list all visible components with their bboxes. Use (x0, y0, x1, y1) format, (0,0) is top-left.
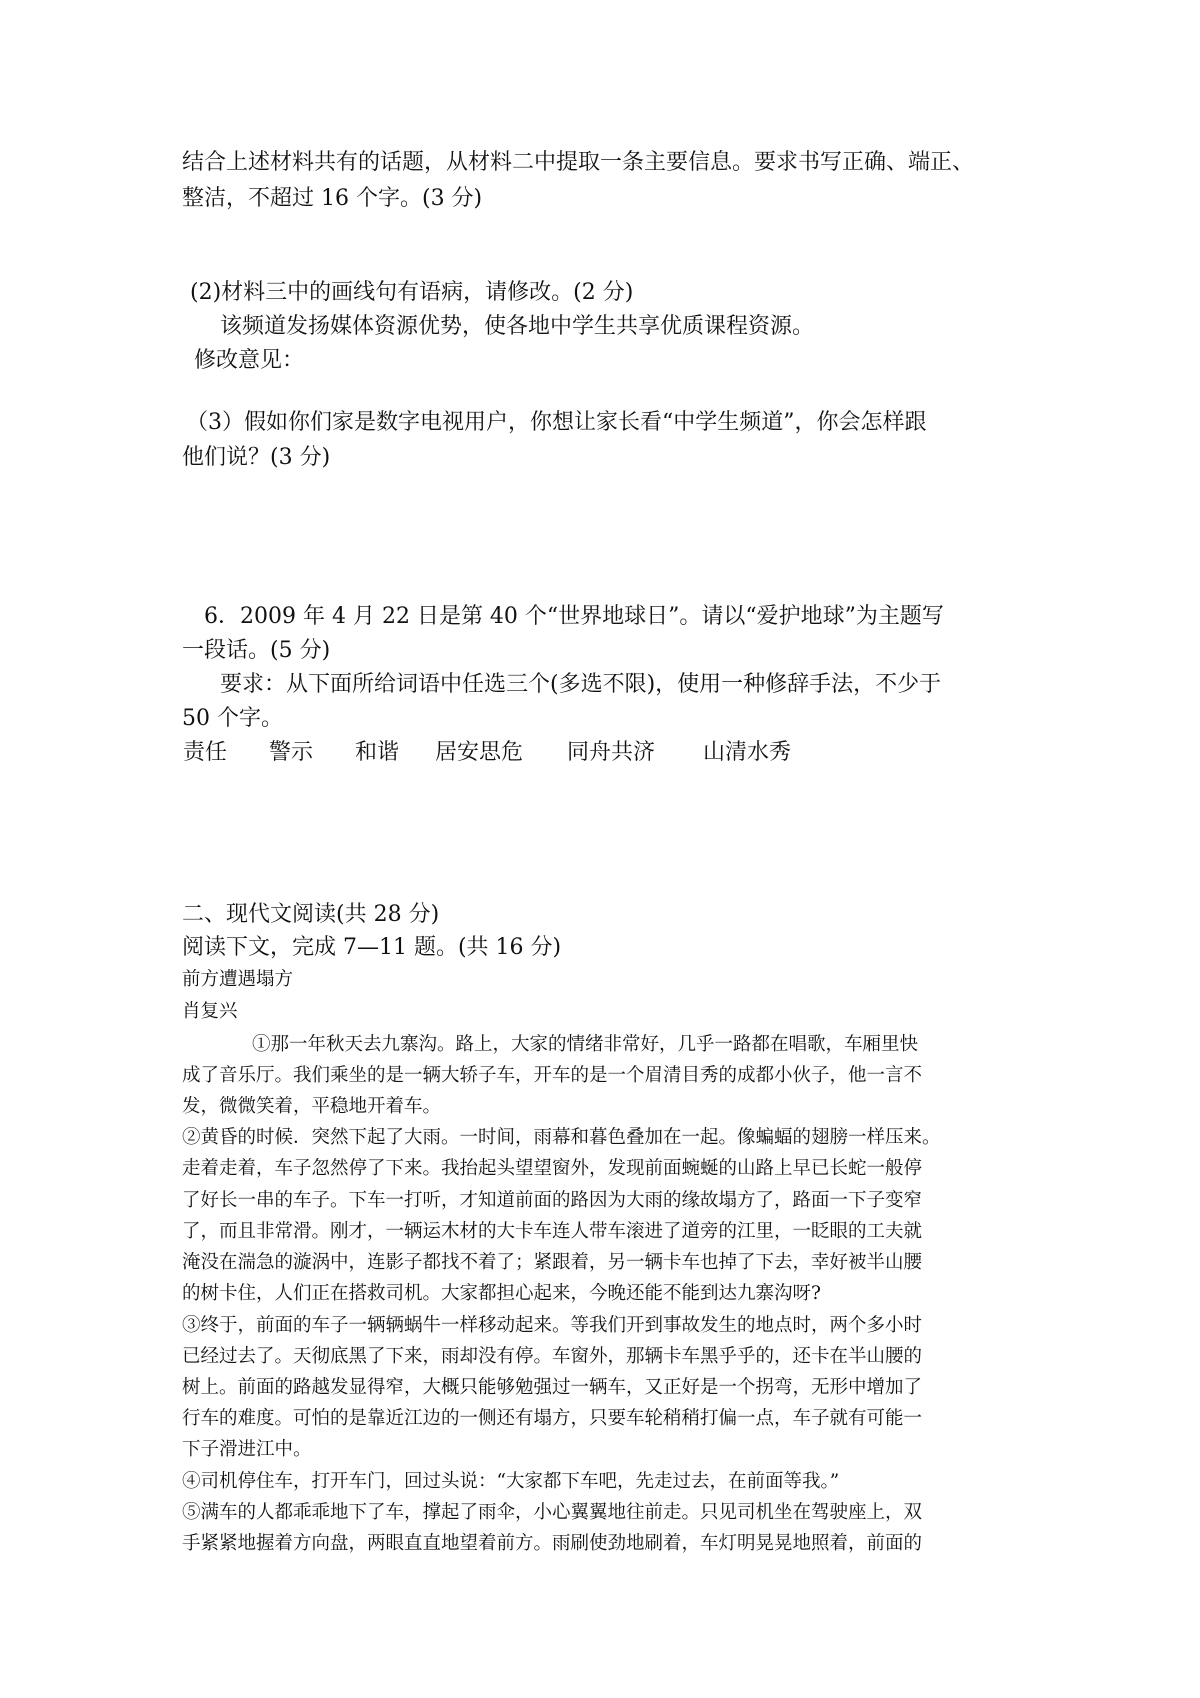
article-line-8: 淹没在湍急的漩涡中，连影子都找不着了；紧跟着，另一辆卡车也掉了下去，幸好被半山腰 (182, 1252, 923, 1273)
article-line-3: 发，微微笑着，平稳地开着车。 (182, 1096, 442, 1117)
q5-part3-line-2: 他们说？(3 分) (182, 445, 331, 470)
article-line-15: ④司机停住车，打开车门，回过头说：“大家都下车吧，先走过去，在前面等我。” (182, 1471, 840, 1492)
q5-part1-line-1: 结合上述材料共有的话题，从材料二中提取一条主要信息。要求书写正确、端正、 (182, 150, 975, 175)
article-line-9: 的树卡住，人们正在搭救司机。大家都担心起来，今晚还能不能到达九寨沟呀? (182, 1283, 821, 1304)
q6-requirement-line-1: 要求：从下面所给词语中任选三个(多选不限)，使用一种修辞手法，不少于 (220, 672, 942, 697)
article-line-16: ⑤满车的人都乖乖地下了车，撑起了雨伞，小心翼翼地往前走。只见司机坐在驾驶座上，双 (182, 1502, 923, 1523)
article-line-4: ②黄昏的时候．突然下起了大雨。一时间，雨幕和暮色叠加在一起。像蝙蝠的翅膀一样压来。 (182, 1127, 941, 1148)
q6-requirement-line-2: 50 个字。 (182, 706, 283, 731)
q6-prompt-line-1: 6．2009 年 4 月 22 日是第 40 个“世界地球日”。请以“爱护地球”为主题写 (204, 604, 944, 629)
q6-word: 同舟共济 (567, 740, 656, 765)
q5-part2-heading: (2)材料三中的画线句有语病，请修改。(2 分) (190, 280, 634, 305)
article-line-2: 成了音乐厅。我们乘坐的是一辆大轿子车，开车的是一个眉清目秀的成都小伙子，他一言不 (182, 1065, 923, 1086)
q5-part2-sentence: 该频道发扬媒体资源优势，使各地中学生共享优质课程资源。 (220, 314, 815, 339)
article-line-6: 了好长一串的车子。下车一打听，才知道前面的路因为大雨的缘故塌方了，路面一下子变窄 (182, 1190, 923, 1211)
q5-part3-line-1: （3）假如你们家是数字电视用户，你想让家长看“中学生频道”，你会怎样跟 (186, 410, 927, 435)
section2-instruction: 阅读下文，完成 7—11 题。(共 16 分) (182, 935, 562, 960)
article-line-1: ①那一年秋天去九寨沟。路上，大家的情绪非常好，几乎一路都在唱歌，车厢里快 (252, 1034, 919, 1055)
q6-word: 居安思危 (435, 740, 524, 765)
q6-prompt-line-2: 一段话。(5 分) (182, 638, 331, 663)
article-line-14: 下子滑进江中。 (182, 1439, 312, 1460)
article-line-10: ③终于，前面的车子一辆辆蜗牛一样移动起来。等我们开到事故发生的地点时，两个多小时 (182, 1315, 923, 1336)
article-line-11: 已经过去了。天彻底黑了下来，雨却没有停。车窗外，那辆卡车黑乎乎的，还卡在半山腰的 (182, 1346, 923, 1367)
q6-word: 山清水秀 (703, 740, 792, 765)
article-line-12: 树上。前面的路越发显得窄，大概只能够勉强过一辆车，又正好是一个拐弯，无形中增加了 (182, 1377, 923, 1398)
article-author: 肖复兴 (182, 1001, 238, 1022)
section2-heading: 二、现代文阅读(共 28 分) (182, 902, 440, 927)
article-title: 前方遭遇塌方 (182, 969, 294, 990)
q5-part1-line-2: 整洁，不超过 16 个字。(3 分) (182, 186, 483, 211)
q6-word: 责任 (183, 740, 228, 765)
article-line-13: 行车的难度。可怕的是靠近江边的一侧还有塌方，只要车轮稍稍打偏一点，车子就有可能一 (182, 1408, 923, 1429)
article-line-5: 走着走着，车子忽然停了下来。我抬起头望望窗外，发现前面蜿蜒的山路上早已长蛇一般停 (182, 1158, 923, 1179)
article-line-7: 了，而且非常滑。刚才，一辆运木材的大卡车连人带车滚进了道旁的江里，一眨眼的工夫就 (182, 1221, 923, 1242)
q6-word: 警示 (269, 740, 314, 765)
q6-word: 和谐 (355, 740, 400, 765)
article-line-17: 手紧紧地握着方向盘，两眼直直地望着前方。雨刷使劲地刷着，车灯明晃晃地照着，前面的 (182, 1533, 923, 1554)
q5-part2-answer-label: 修改意见： (194, 348, 305, 373)
